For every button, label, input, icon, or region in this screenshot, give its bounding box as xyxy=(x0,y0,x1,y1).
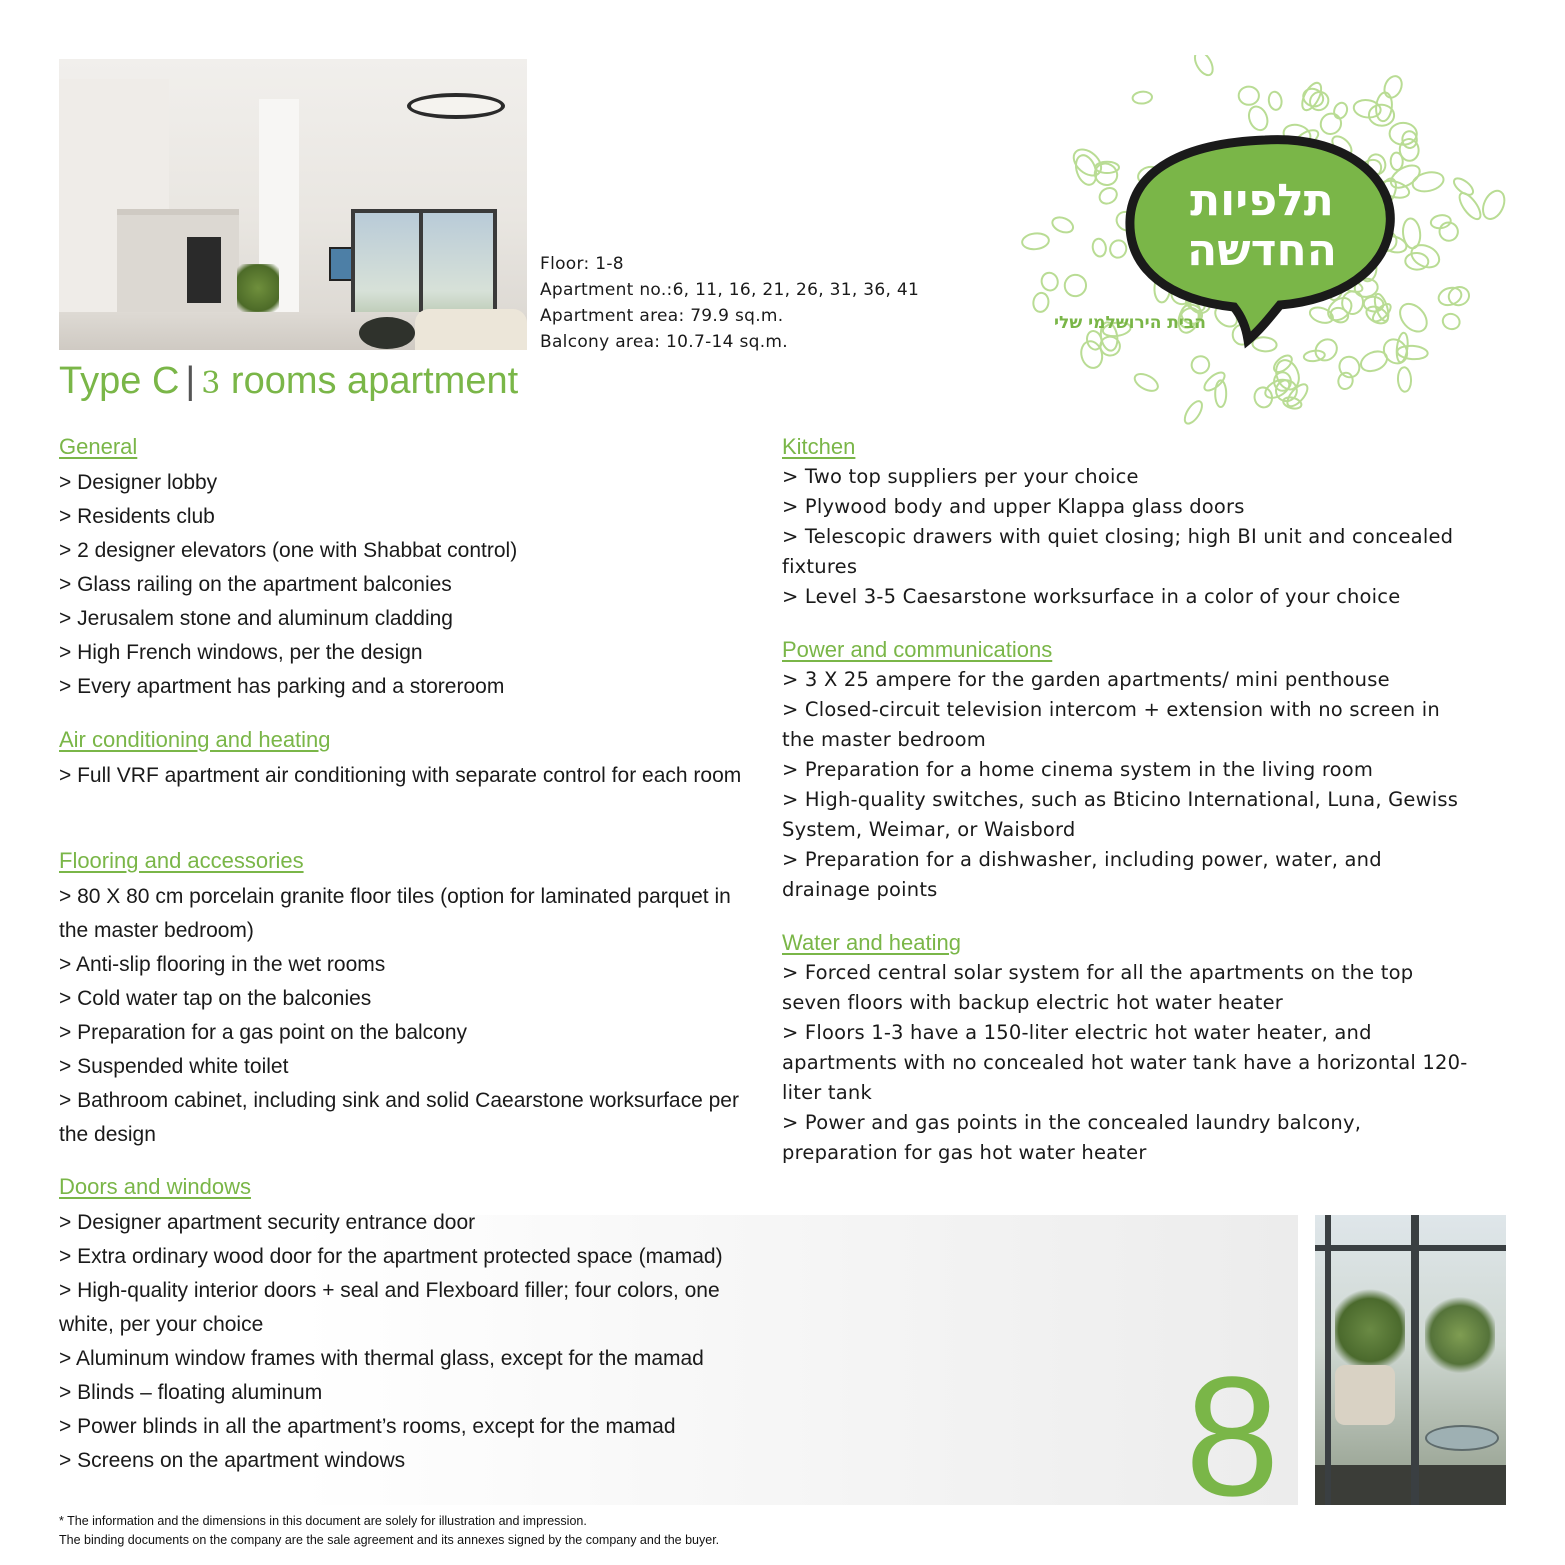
rooms-text: rooms apartment xyxy=(230,360,519,402)
bubble-shape xyxy=(1441,311,1462,331)
rooms-number: 3 xyxy=(201,366,221,401)
bubble-shape xyxy=(1358,348,1390,375)
project-logo xyxy=(1020,55,1510,445)
list-item: > Designer apartment security entrance door xyxy=(59,1211,476,1234)
bubble-shape xyxy=(1091,238,1107,258)
list-item: > Two top suppliers per your choice xyxy=(782,465,1139,488)
balcony-render-image xyxy=(1315,1215,1506,1505)
section-heading: Kitchen xyxy=(782,434,856,459)
bubble-shape xyxy=(1381,73,1405,100)
bubble-shape xyxy=(1397,345,1428,360)
bubble-shape xyxy=(1060,271,1090,301)
living-room-render-image xyxy=(59,59,527,350)
list-item: > Power and gas points in the concealed laundry balcony, preparation for gas hot water heater xyxy=(782,1111,1362,1164)
bubble-shape xyxy=(1239,86,1260,105)
list-item: > Level 3-5 Caesarstone worksurface in a color of your choice xyxy=(782,585,1401,608)
bubble-shape xyxy=(1191,55,1216,78)
bubble-shape xyxy=(1189,354,1212,377)
list-item: > Cold water tap on the balconies xyxy=(59,987,372,1010)
bubble-shape xyxy=(1021,232,1049,250)
footnote-line-1: * The information and the dimensions in this document are solely for illustration and impression. xyxy=(59,1514,587,1528)
list-item: > Floors 1-3 have a 150-liter electric hot water heater, and apartments with no concealed hot water tank have a horizontal 120-liter tank xyxy=(782,1021,1468,1104)
section-heading: Water and heating xyxy=(782,930,961,955)
bubble-shape xyxy=(1395,299,1432,337)
list-item: > Designer lobby xyxy=(59,471,218,494)
list-item: > Power blinds in all the apartment’s rooms, except for the mamad xyxy=(59,1415,676,1438)
list-item: > Extra ordinary wood door for the apartment protected space (mamad) xyxy=(59,1245,723,1268)
list-item: > High-quality switches, such as Bticino International, Luna, Gewiss System, Weimar, or Waisbord xyxy=(782,788,1459,841)
bubble-shape xyxy=(1097,185,1120,207)
list-item: > 2 designer elevators (one with Shabbat control) xyxy=(59,539,518,562)
logo-line2: החדשה xyxy=(1187,225,1337,276)
bubble-shape xyxy=(1397,367,1411,392)
apartment-area-spec: Apartment area: 79.9 sq.m. xyxy=(540,306,784,326)
section-heading: Flooring and accessories xyxy=(59,848,304,873)
bubble-shape xyxy=(1451,175,1476,198)
section-flooring xyxy=(59,848,749,1152)
list-item: > Telescopic drawers with quiet closing; high BI unit and concealed fixtures xyxy=(782,525,1454,578)
bubble-shape xyxy=(1405,252,1429,270)
logo-line1: תלפיות xyxy=(1190,175,1334,226)
title-separator: | xyxy=(185,360,196,402)
section-water-heating xyxy=(782,930,1472,1168)
list-item: > Aluminum window frames with thermal glass, except for the mamad xyxy=(59,1347,704,1370)
bubble-shape xyxy=(1050,215,1075,236)
bubbles-pattern-icon xyxy=(1020,55,1510,445)
list-item: > Anti-slip flooring in the wet rooms xyxy=(59,953,386,976)
list-item: > Full VRF apartment air conditioning with separate control for each room xyxy=(59,764,742,787)
footnote-line-2: The binding documents on the company are the sale agreement and its annexes signed by the company and the buyer. xyxy=(59,1533,720,1547)
bubble-shape xyxy=(1317,109,1346,138)
list-item: > 80 X 80 cm porcelain granite floor tiles (option for laminated parquet in the master bedroom) xyxy=(59,885,731,942)
list-item: > High-quality interior doors + seal and Flexboard filler; four colors, one white, per your choice xyxy=(59,1279,720,1336)
bubble-shape xyxy=(1340,290,1364,316)
bubble-shape xyxy=(1132,370,1161,394)
bubble-shape xyxy=(1246,104,1271,133)
section-power-communications xyxy=(782,637,1472,905)
list-item: > Bathroom cabinet, including sink and solid Caearstone worksurface per the design xyxy=(59,1089,739,1146)
apartment-type: Type C xyxy=(59,360,180,402)
bubble-shape xyxy=(1332,101,1349,120)
page-title xyxy=(59,360,518,403)
list-item: > Plywood body and upper Klappa glass doors xyxy=(782,495,1245,518)
floor-spec: Floor: 1-8 xyxy=(540,254,624,274)
bubble-shape xyxy=(1411,169,1446,194)
list-item: > Every apartment has parking and a storeroom xyxy=(59,675,505,698)
list-item: > High French windows, per the design xyxy=(59,641,423,664)
bubble-shape xyxy=(1108,238,1129,259)
section-heading: Doors and windows xyxy=(59,1174,251,1199)
bubble-shape xyxy=(1479,187,1509,222)
section-heading: General xyxy=(59,434,138,459)
section-air-conditioning xyxy=(59,727,749,793)
bubble-shape xyxy=(1132,91,1152,104)
balcony-area-spec: Balcony area: 10.7-14 sq.m. xyxy=(540,332,788,352)
bubble-shape xyxy=(1271,352,1295,375)
list-item: > Glass railing on the apartment balconies xyxy=(59,573,452,596)
bubble-shape xyxy=(1306,88,1332,114)
section-heading: Air conditioning and heating xyxy=(59,727,331,752)
section-heading: Power and communications xyxy=(782,637,1053,662)
list-item: > 3 X 25 ampere for the garden apartments/ mini penthouse xyxy=(782,668,1390,691)
bubble-shape xyxy=(1040,271,1060,292)
list-item: > Forced central solar system for all the apartments on the top seven floors with backup electric hot water heater xyxy=(782,961,1414,1014)
list-item: > Preparation for a home cinema system in the living room xyxy=(782,758,1374,781)
section-doors-windows xyxy=(59,1174,749,1478)
list-item: > Preparation for a gas point on the balcony xyxy=(59,1021,468,1044)
bubble-shape xyxy=(1032,292,1050,313)
section-kitchen xyxy=(782,434,1472,612)
bubble-shape xyxy=(1069,144,1106,180)
bubble-shape xyxy=(1181,398,1205,426)
list-item: > Residents club xyxy=(59,505,215,528)
list-item: > Closed-circuit television intercom + extension with no screen in the master bedroom xyxy=(782,698,1440,751)
page-number: 8 xyxy=(1185,1342,1280,1532)
section-general xyxy=(59,434,749,704)
apartment-number-spec: Apartment no.:6, 11, 16, 21, 26, 31, 36, 41 xyxy=(540,280,920,300)
list-item: > Suspended white toilet xyxy=(59,1055,289,1078)
list-item: > Jerusalem stone and aluminum cladding xyxy=(59,607,453,630)
bubble-shape xyxy=(1337,371,1355,390)
list-item: > Preparation for a dishwasher, including power, water, and drainage points xyxy=(782,848,1382,901)
bubble-shape xyxy=(1268,91,1283,111)
bubble-shape xyxy=(1436,219,1461,244)
list-item: > Blinds – floating aluminum xyxy=(59,1381,323,1404)
logo-tagline: הבית הירושלמי שלי xyxy=(1054,313,1206,333)
list-item: > Screens on the apartment windows xyxy=(59,1449,406,1472)
